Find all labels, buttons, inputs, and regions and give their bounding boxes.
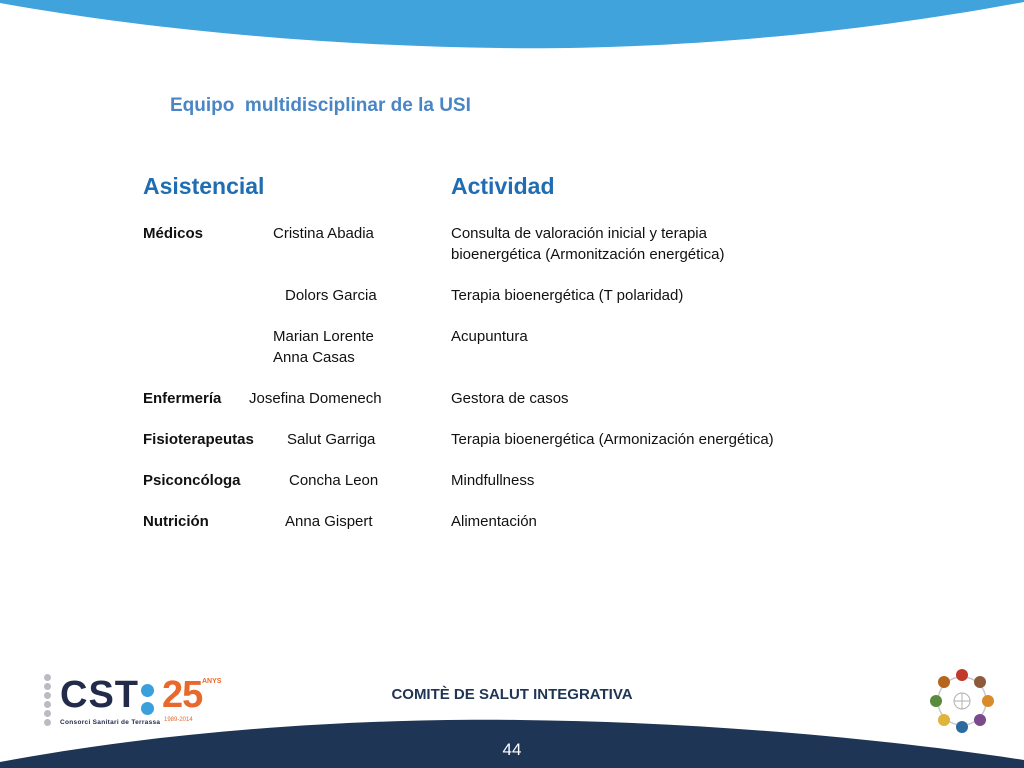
- staff-name: Anna Gispert: [285, 513, 373, 530]
- page-number: 44: [502, 740, 522, 759]
- logo-years: 1989-2014: [164, 717, 193, 723]
- staff-name: Marian Lorente: [273, 328, 374, 345]
- wellness-circle-icon: [928, 665, 996, 737]
- heading-actividad: Actividad: [451, 173, 555, 199]
- staff-name: Cristina Abadia: [273, 225, 374, 242]
- heading-asistencial: Asistencial: [143, 173, 265, 199]
- cst-logo: [44, 672, 222, 734]
- role-label: Médicos: [143, 225, 204, 242]
- logo-colon-icon: [141, 684, 155, 714]
- activity-text: Terapia bioenergética (Armonización energética): [451, 431, 774, 448]
- staff-name: Salut Garriga: [287, 431, 376, 448]
- activity-text: bioenergética (Armonitzación energética): [451, 246, 725, 263]
- role-label: Psiconcóloga: [143, 472, 241, 489]
- footer-title: COMITÈ DE SALUT INTEGRATIVA: [391, 686, 633, 703]
- staff-name: Dolors Garcia: [285, 287, 377, 304]
- staff-name: Anna Casas: [273, 349, 355, 366]
- activity-text: Acupuntura: [451, 328, 528, 345]
- activity-text: Terapia bioenergética (T polaridad): [451, 287, 684, 304]
- staff-name: Josefina Domenech: [249, 390, 382, 407]
- logo-subtitle: Consorci Sanitari de Terrassa: [60, 719, 161, 726]
- logo-letters: CST: [60, 674, 139, 716]
- staff-name: Concha Leon: [289, 472, 379, 489]
- top-wave-band: [0, 0, 1024, 60]
- logo-dots-icon: [44, 674, 52, 732]
- slide-subtitle: Equipo multidisciplinar de la USI: [170, 95, 471, 116]
- activity-text: Alimentación: [451, 513, 537, 530]
- activity-text: Mindfullness: [451, 472, 535, 489]
- role-label: Fisioterapeutas: [143, 431, 254, 448]
- activity-text: Gestora de casos: [451, 390, 569, 407]
- logo-anys: ANYS: [202, 678, 222, 685]
- activity-text: Consulta de valoración inicial y terapia: [451, 225, 707, 242]
- role-label: Enfermería: [143, 390, 222, 407]
- role-label: Nutrición: [143, 513, 209, 530]
- logo-anniversary: 25: [162, 674, 203, 716]
